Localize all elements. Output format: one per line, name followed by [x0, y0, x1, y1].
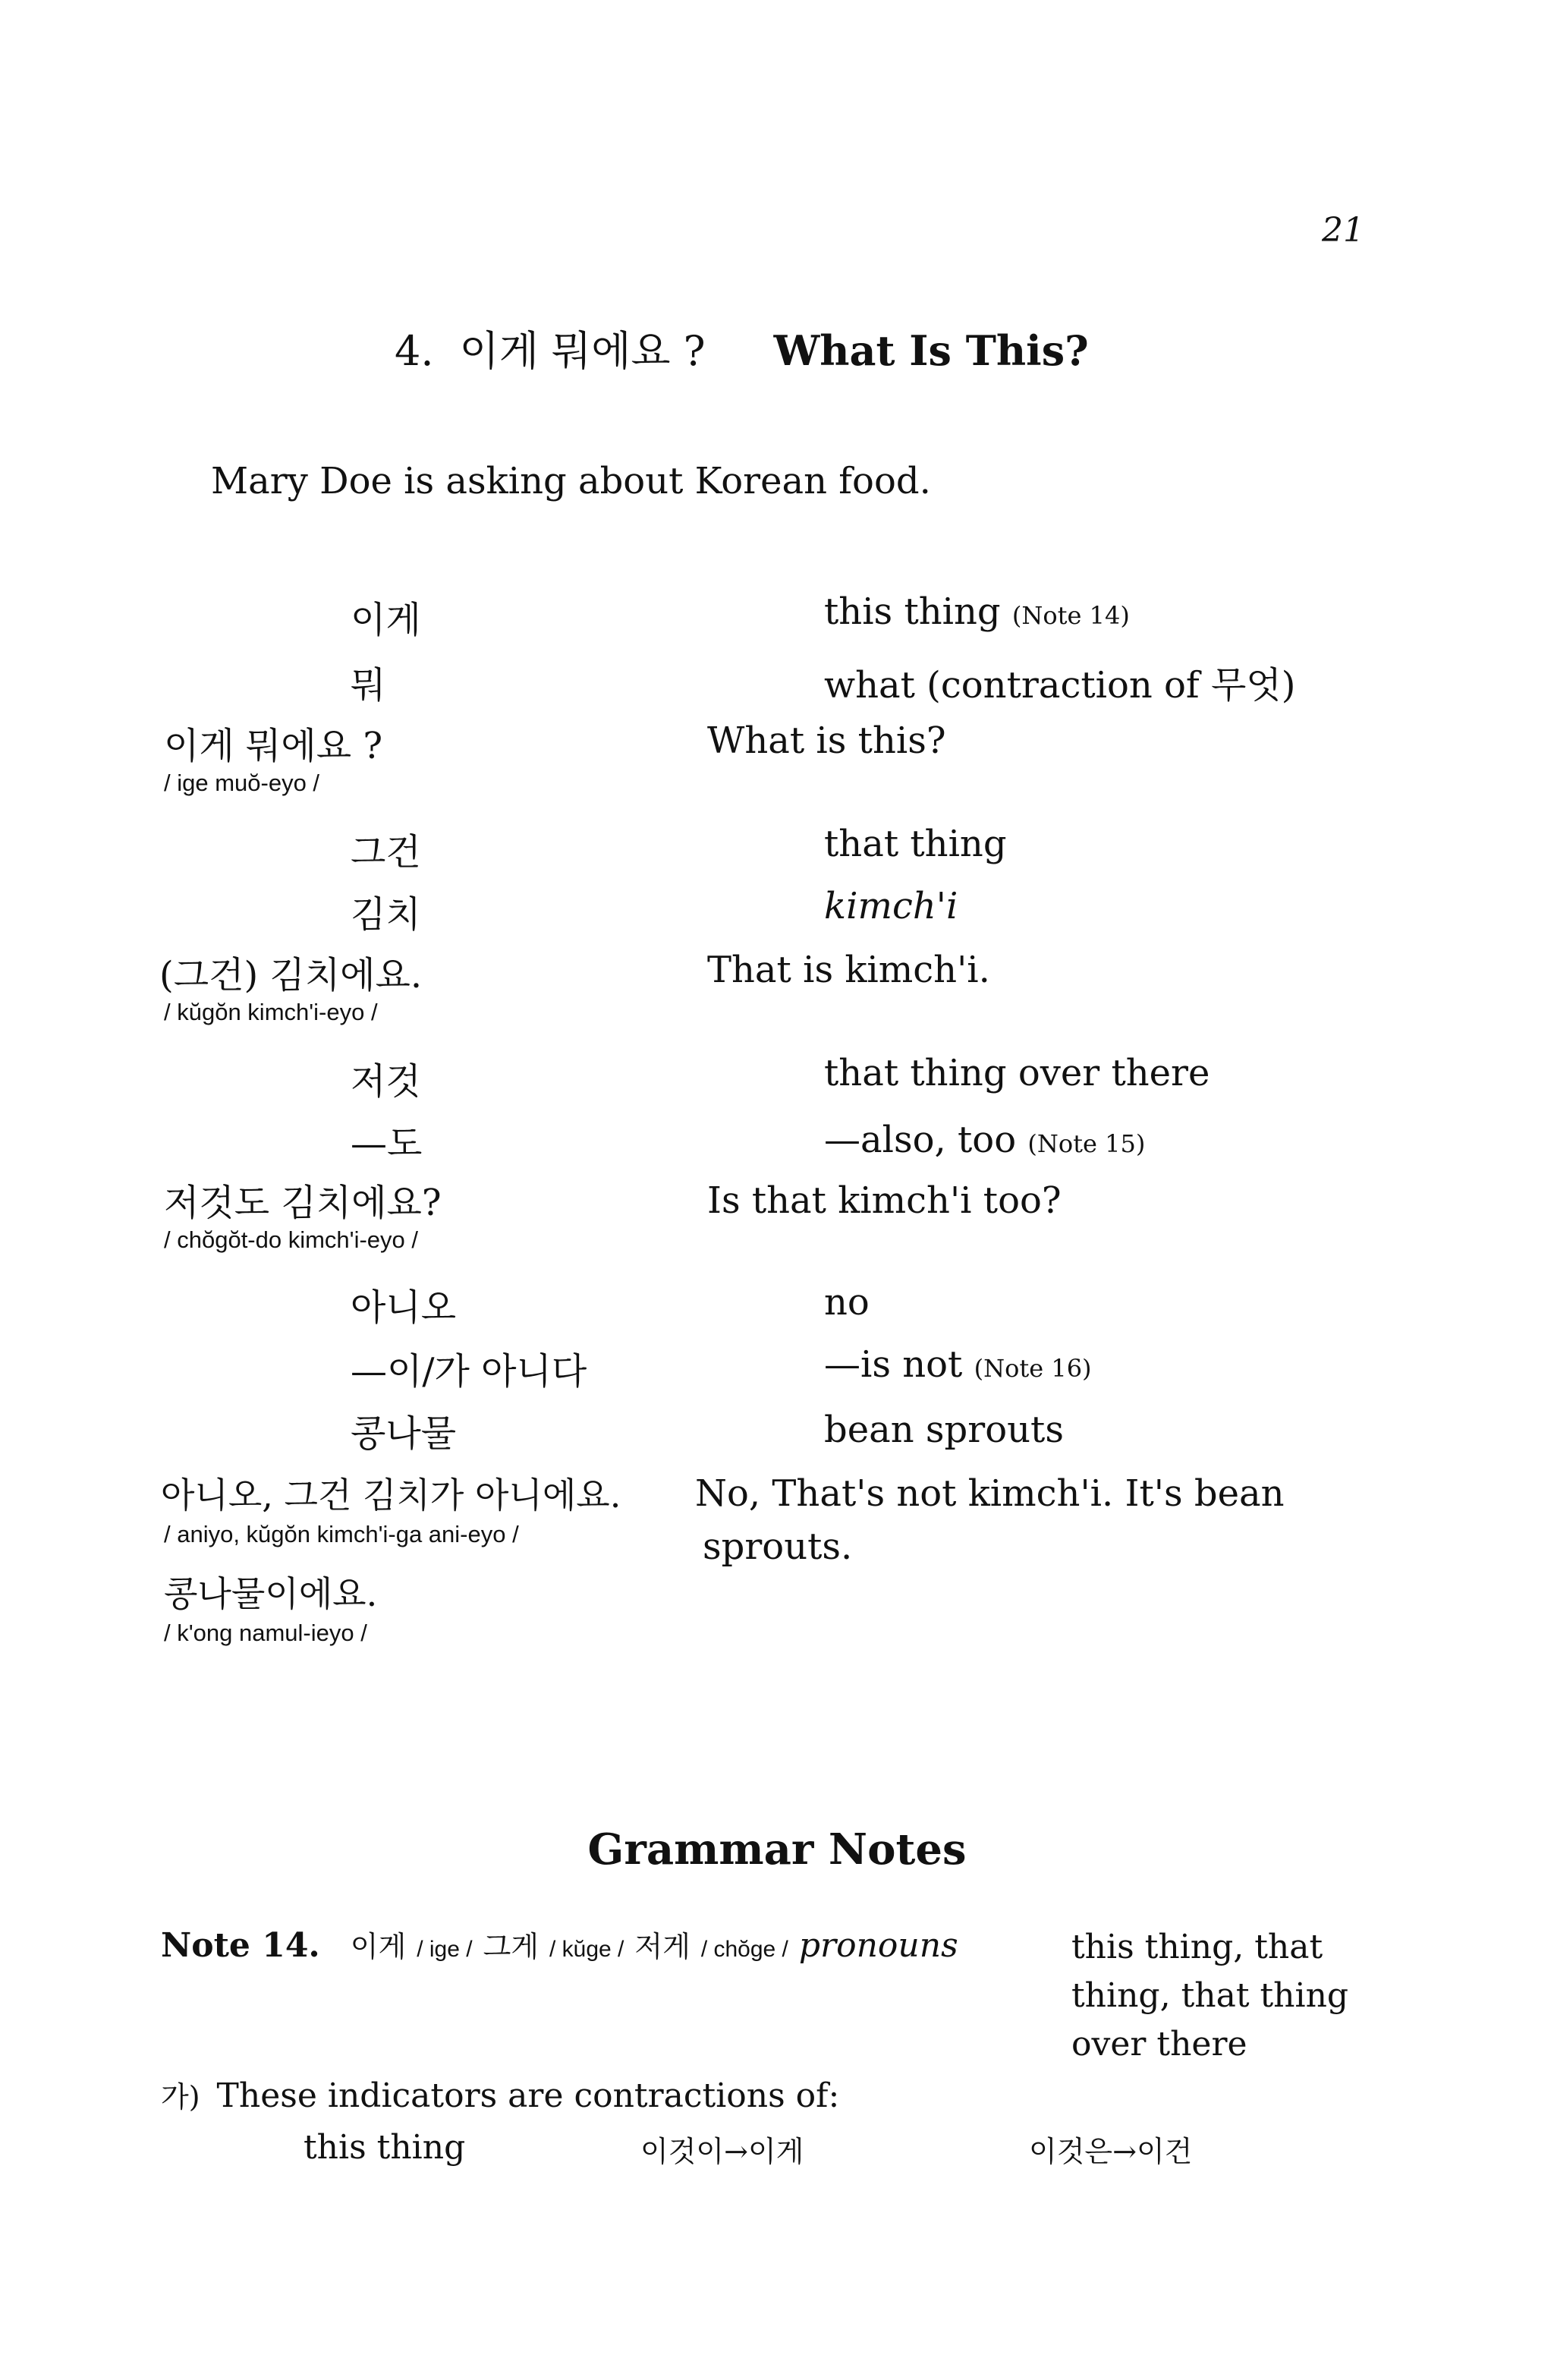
sentence-gloss: sprouts. [703, 1525, 853, 1568]
romanization: / ige muŏ-eyo / [164, 770, 320, 796]
romanization: / chŏgŏt-do kimch'i-eyo / [164, 1226, 419, 1253]
vocab-gloss: what (contraction of 무엇) [824, 664, 1296, 707]
vocab-korean: 이게 [351, 599, 421, 641]
note-reference: (Note 15) [1027, 1129, 1146, 1158]
vocab-korean: 김치 [351, 893, 421, 936]
sentence-korean: 콩나물이에요. [164, 1573, 378, 1614]
indicator-line: 가) These indicators are contractions of: [161, 2076, 840, 2115]
sentence-gloss: No, That's not kimch'i. It's bean [695, 1472, 1285, 1515]
grammar-notes-heading: Grammar Notes [587, 1824, 967, 1875]
vocab-gloss: kimch'i [824, 885, 958, 927]
romanization: / aniyo, kŭgŏn kimch'i-ga ani-eyo / [164, 1521, 519, 1547]
sentence-korean: (그건) 김치에요. [159, 954, 423, 996]
sentence-gloss: That is kimch'i. [707, 949, 990, 991]
sentence-korean: 아니오, 그건 김치가 아니에요. [161, 1475, 621, 1516]
sentence-korean: 이게 뭐에요 ? [164, 725, 383, 767]
lesson-intro: Mary Doe is asking about Korean food. [211, 460, 931, 502]
lesson-title-korean: 이게 뭐에요 ? [459, 327, 706, 375]
contraction-label: this thing [304, 2128, 466, 2167]
vocab-korean: —도 [351, 1122, 423, 1165]
vocab-gloss: that thing [824, 823, 1007, 865]
lesson-title [395, 319, 1089, 377]
note-14-gloss: this thing, that thing, that thing over there [1071, 1928, 1349, 2064]
note-reference: (Note 16) [974, 1354, 1092, 1383]
contraction-form: 이것이→이게 [640, 2135, 804, 2168]
contraction-form: 이것은→이건 [1029, 2135, 1193, 2168]
sentence-korean: 저것도 김치에요? [164, 1182, 442, 1224]
vocab-gloss: no [824, 1281, 870, 1324]
page-number: 21 [1322, 211, 1364, 250]
vocab-korean: 저것 [351, 1060, 421, 1103]
vocab-gloss: bean sprouts [824, 1409, 1064, 1451]
part-of-speech: pronouns [798, 1926, 958, 1965]
vocab-korean: 그건 [351, 831, 421, 874]
vocab-gloss: —also, too (Note 15) [824, 1119, 1146, 1161]
vocab-korean: 콩나물 [351, 1412, 457, 1455]
vocab-korean: 아니오 [351, 1286, 457, 1329]
sentence-gloss: Is that kimch'i too? [707, 1179, 1062, 1222]
romanization: / k'ong namul-ieyo / [164, 1620, 367, 1646]
list-marker: 가) [161, 2080, 200, 2114]
note-label: Note 14. [161, 1926, 320, 1965]
vocab-korean: —이/가 아니다 [351, 1350, 587, 1393]
lesson-title-english: What Is This? [773, 326, 1089, 375]
lesson-number: 4. [395, 327, 434, 375]
note-reference: (Note 14) [1011, 601, 1130, 630]
romanization: / kŭgŏn kimch'i-eyo / [164, 999, 378, 1025]
sentence-gloss: What is this? [707, 719, 946, 762]
vocab-gloss: this thing (Note 14) [824, 590, 1130, 633]
vocab-gloss: that thing over there [824, 1052, 1210, 1094]
note-14: Note 14. 이게 / ige / 그게 / kŭge / 저게 / chŏge / pronouns [161, 1926, 958, 1965]
vocab-korean: 뭐 [351, 664, 386, 707]
vocab-gloss: —is not (Note 16) [824, 1343, 1092, 1386]
